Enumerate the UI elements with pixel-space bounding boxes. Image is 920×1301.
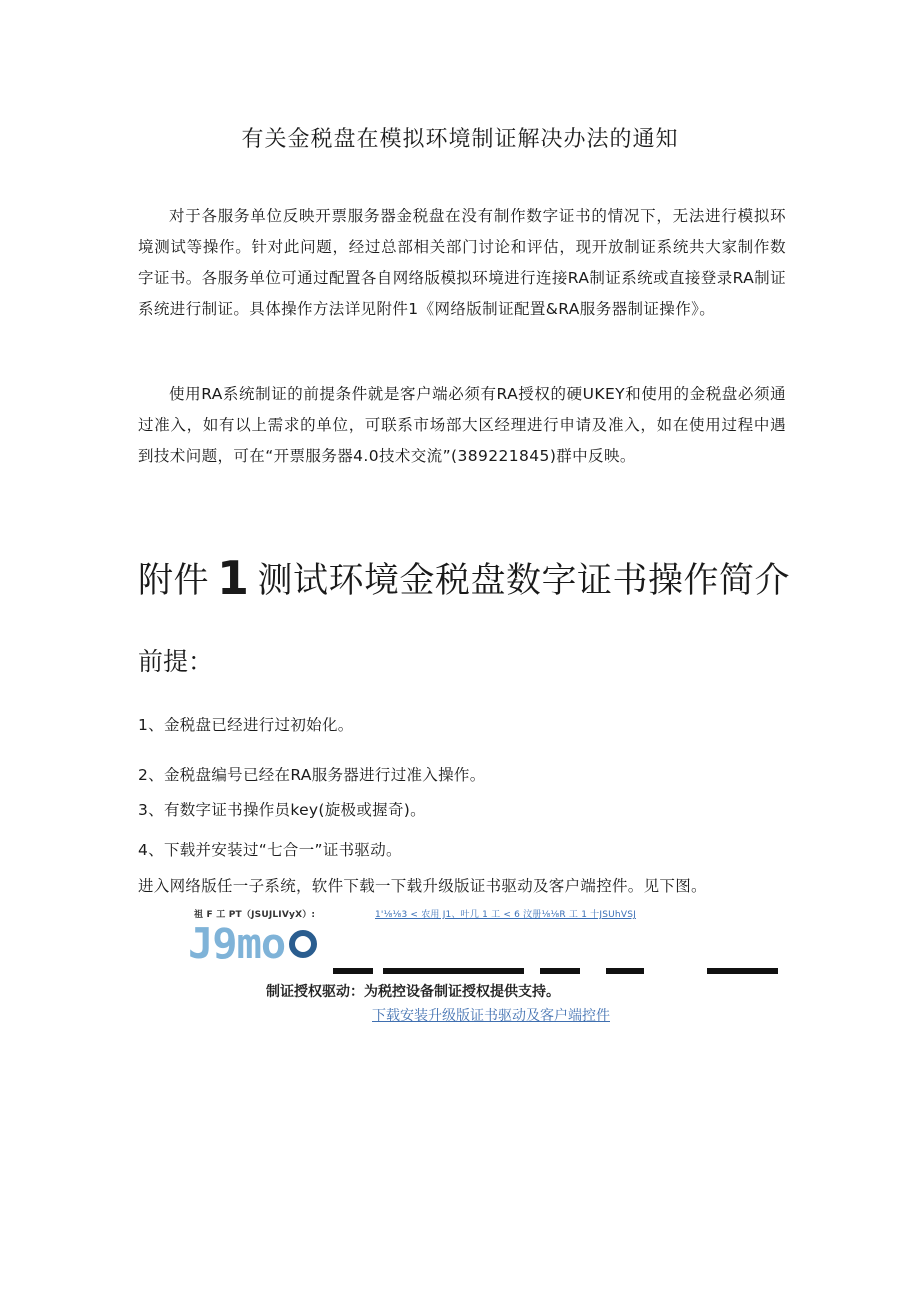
redaction-bar <box>540 968 580 974</box>
annex-prefix: 附件 <box>138 561 210 601</box>
redaction-bar <box>606 968 644 974</box>
redaction-bar <box>383 968 524 974</box>
premise-step: 4、下载并安装过“七合一”证书驱动。 <box>138 841 402 859</box>
redaction-bar <box>707 968 778 974</box>
paragraph-requirements: 使用RA系统制证的前提条件就是客户端必须有RA授权的硬UKEY和使用的金税盘必须通过准入，如有以上需求的单位，可联系市场部大区经理进行申请及准入，如在使用过程中遇到技术问题，可在“开票服务器4.0技术交流”(389221845)群中反映。 <box>138 385 786 465</box>
annex-title: 测试环境金税盘数字证书操作简介 <box>257 561 791 601</box>
driver-caption: 制证授权驱动：为税控设备制证授权提供支持。 <box>266 984 560 1000</box>
logo-icon <box>186 922 326 964</box>
paragraph-notice: 对于各服务单位反映开票服务器金税盘在没有制作数字证书的情况下，无法进行模拟环境测试等操作。针对此问题，经过总部相关部门讨论和评估，现开放制证系统共大家制作数字证书。各服务单位可通过配置各自网络版模拟环境进行连接RA制证系统或直接登录RA制证系统进行制证。具体操作方法详见附件1《网络版制证配置&RA服务器制证操作》。 <box>138 207 786 318</box>
premise-step: 2、金税盘编号已经在RA服务器进行过准入操作。 <box>138 766 486 784</box>
figure-header-text: 祖 F 工 PT（JSUJLIVyX）: <box>194 910 316 920</box>
annex-number: 1 <box>217 551 250 605</box>
logo-text: J9mo <box>188 922 286 964</box>
premise-step: 3、有数字证书操作员key(旋极或握奇)。 <box>138 801 426 819</box>
figure-header-link[interactable]: 1'⅛⅛3 < 农用 J1、叶几 1 工 < 6 汶册⅛⅛R 工 1 十JSUhVSJ <box>375 910 636 920</box>
instruction-line: 进入网络版任一子系统，软件下载一下载升级版证书驱动及客户端控件。见下图。 <box>138 877 707 895</box>
redaction-bar <box>333 968 373 974</box>
document-title: 有关金税盘在模拟环境制证解决办法的通知 <box>241 127 679 152</box>
annex-heading <box>138 548 838 611</box>
premise-label: 前提： <box>138 647 214 676</box>
logo-ring <box>292 933 314 955</box>
premise-step: 1、金税盘已经进行过初始化。 <box>138 716 354 734</box>
download-driver-link[interactable]: 下载安装升级版证书驱动及客户端控件 <box>372 1008 610 1024</box>
